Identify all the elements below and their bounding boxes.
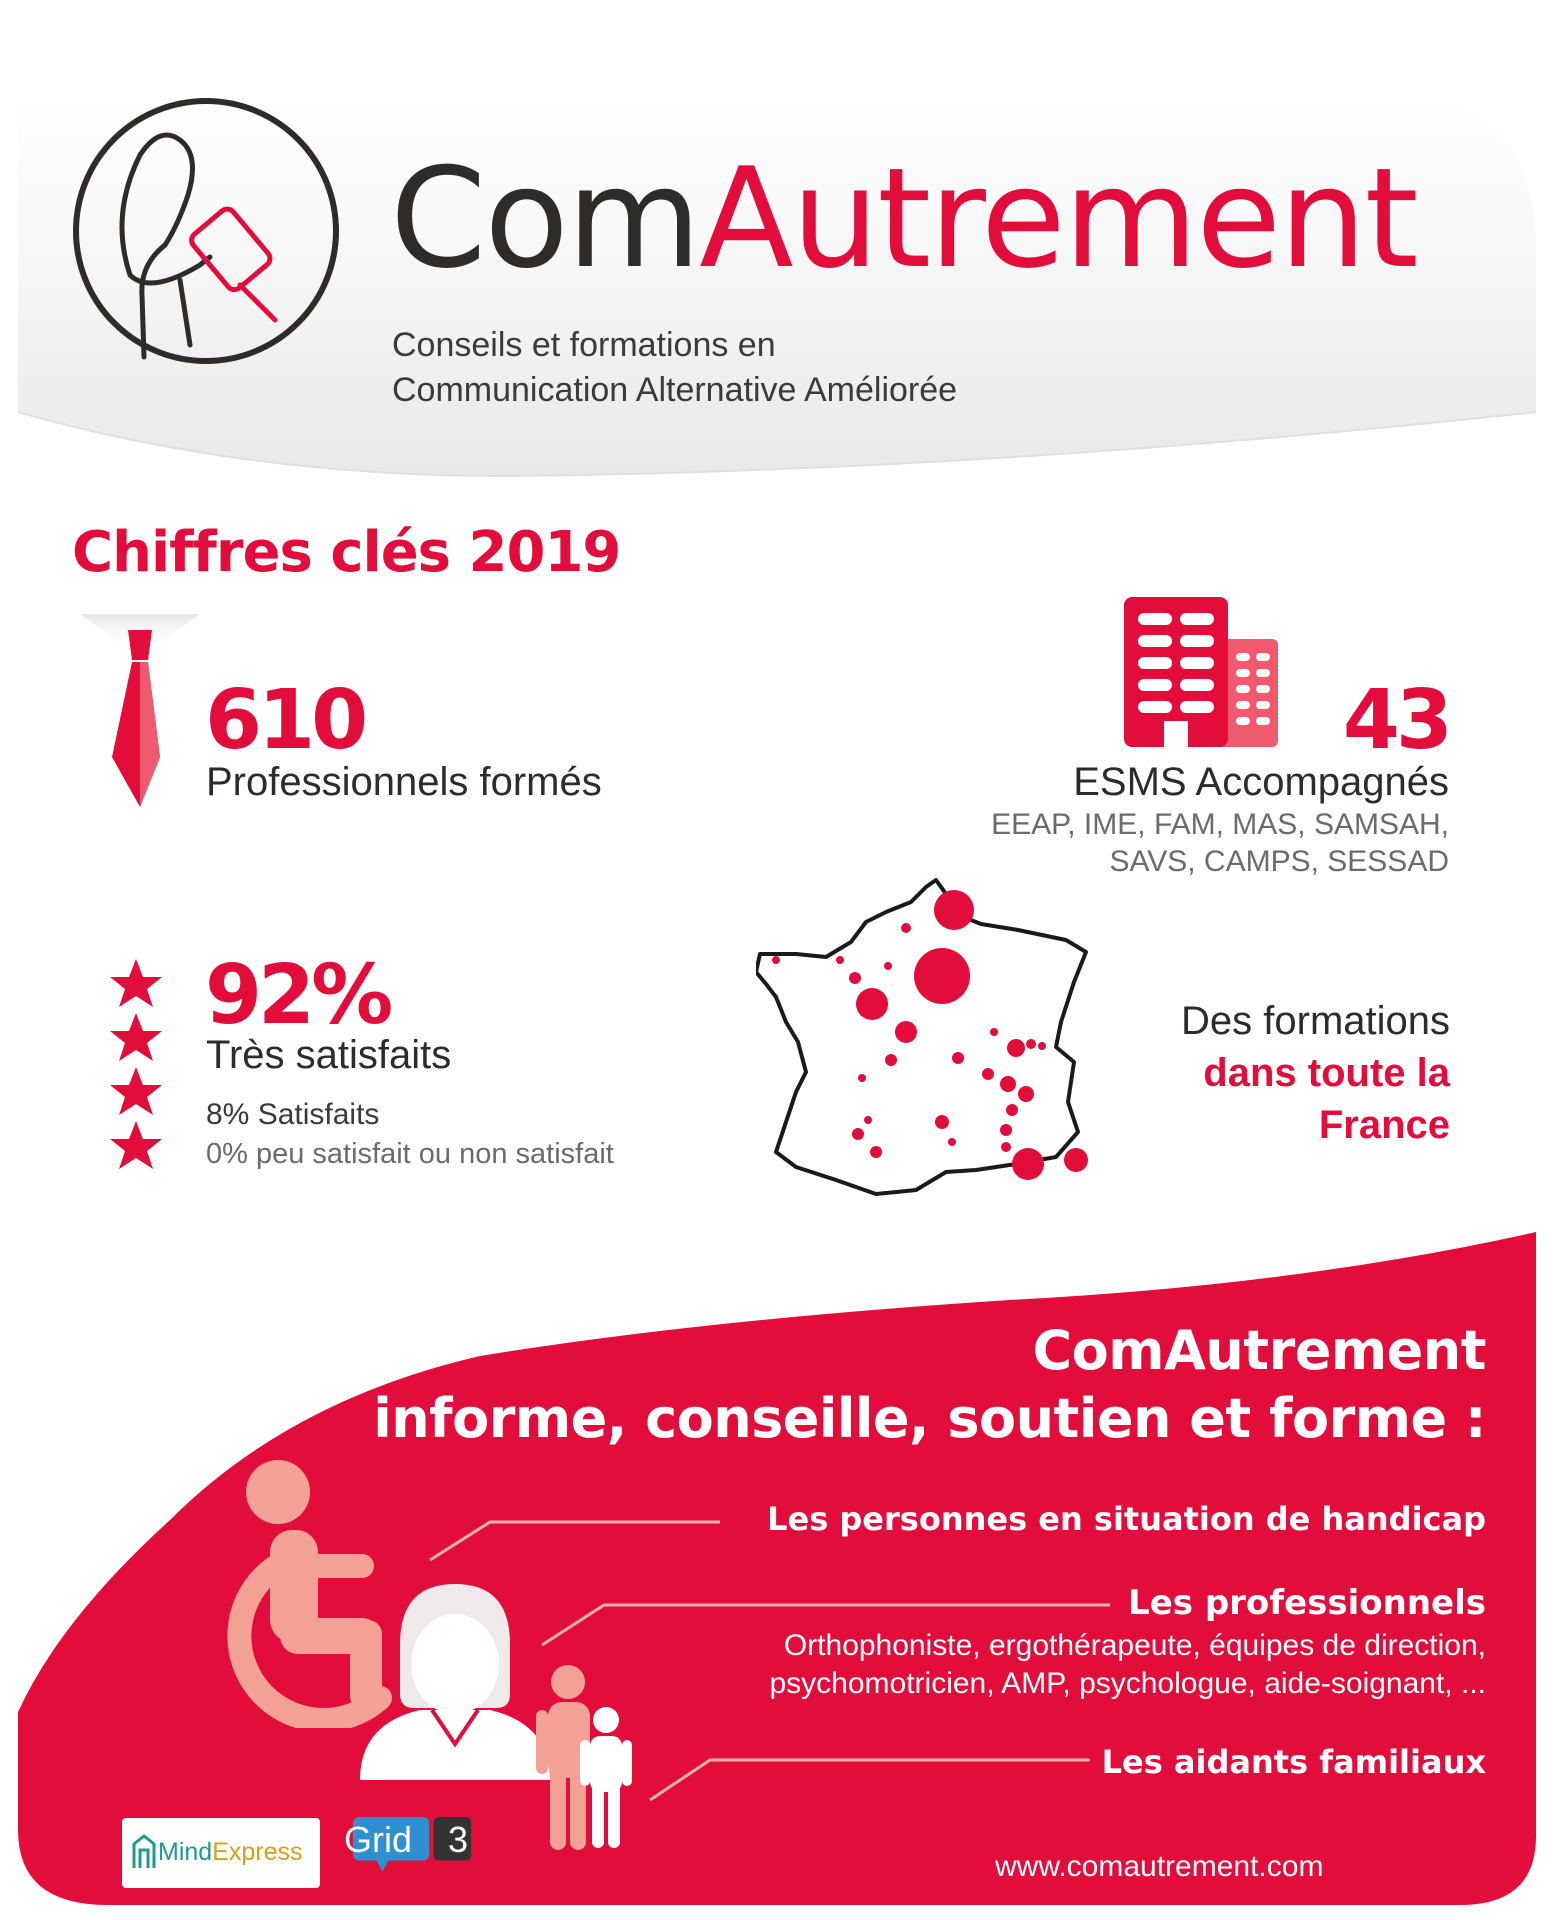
- audience-professionals-desc: [769, 1627, 1486, 1703]
- training-line1: Des formations: [1181, 999, 1450, 1043]
- esms-count: 43: [1342, 673, 1449, 768]
- tagline-line1: Conseils et formations en: [392, 326, 776, 364]
- mindexpress-mark-icon: [132, 1834, 156, 1870]
- training-coverage-text: [1181, 995, 1450, 1151]
- section-title: Chiffres clés 2019: [72, 520, 621, 585]
- brand-part-com: Com: [390, 138, 700, 299]
- brand-title: [390, 138, 1417, 299]
- audience-handicap: Les personnes en situation de handicap: [767, 1500, 1486, 1538]
- training-line3: France: [1318, 1103, 1450, 1147]
- tagline-line2: Communication Alternative Améliorée: [392, 371, 958, 409]
- mindexpress-part-express: Express: [212, 1838, 303, 1866]
- mindexpress-logo-text: [158, 1838, 303, 1867]
- mission-title: [373, 1317, 1486, 1453]
- professional-woman-icon: [360, 1584, 550, 1780]
- brand-part-autrement: Autrement: [699, 138, 1417, 299]
- esms-list-line2: SAVS, CAMPS, SESSAD: [1109, 845, 1449, 878]
- professionals-desc-line2: psychomotricien, AMP, psychologue, aide-soignant, ...: [769, 1667, 1486, 1700]
- training-line2: dans toute la: [1203, 1051, 1450, 1095]
- france-map-icon: [756, 872, 1092, 1202]
- satisfaction-sub1: 8% Satisfaits: [206, 1098, 380, 1131]
- professionals-desc-line1: Orthophoniste, ergothérapeute, équipes de direction,: [783, 1629, 1486, 1662]
- family-icon: [528, 1664, 638, 1854]
- satisfaction-label: Très satisfaits: [206, 1033, 452, 1077]
- esms-label: ESMS Accompagnés: [1073, 760, 1449, 804]
- trained-count: 610: [205, 673, 365, 768]
- logo-person-icon: [70, 95, 342, 367]
- grid3-word: Grid: [344, 1819, 413, 1860]
- satisfaction-percent: 92%: [205, 948, 390, 1043]
- mission-title-line1: ComAutrement: [1032, 1319, 1486, 1382]
- tagline: [392, 323, 957, 413]
- audience-professionals: Les professionnels: [1128, 1583, 1486, 1623]
- audience-family-caregivers: Les aidants familiaux: [1101, 1743, 1486, 1781]
- esms-list-line1: EEAP, IME, FAM, MAS, SAMSAH,: [991, 808, 1449, 841]
- buildings-icon: [1124, 597, 1280, 749]
- mission-title-line2: informe, conseille, soutien et forme :: [373, 1387, 1486, 1450]
- grid3-number: 3: [448, 1819, 469, 1860]
- satisfaction-sub2: 0% peu satisfait ou non satisfait: [206, 1138, 614, 1170]
- tie-icon: [80, 612, 200, 812]
- mindexpress-part-mind: Mind: [158, 1838, 213, 1866]
- esms-list: [991, 806, 1449, 880]
- stars-icon: [108, 955, 164, 1171]
- website-url[interactable]: www.comautrement.com: [995, 1850, 1324, 1883]
- trained-label: Professionnels formés: [206, 760, 602, 804]
